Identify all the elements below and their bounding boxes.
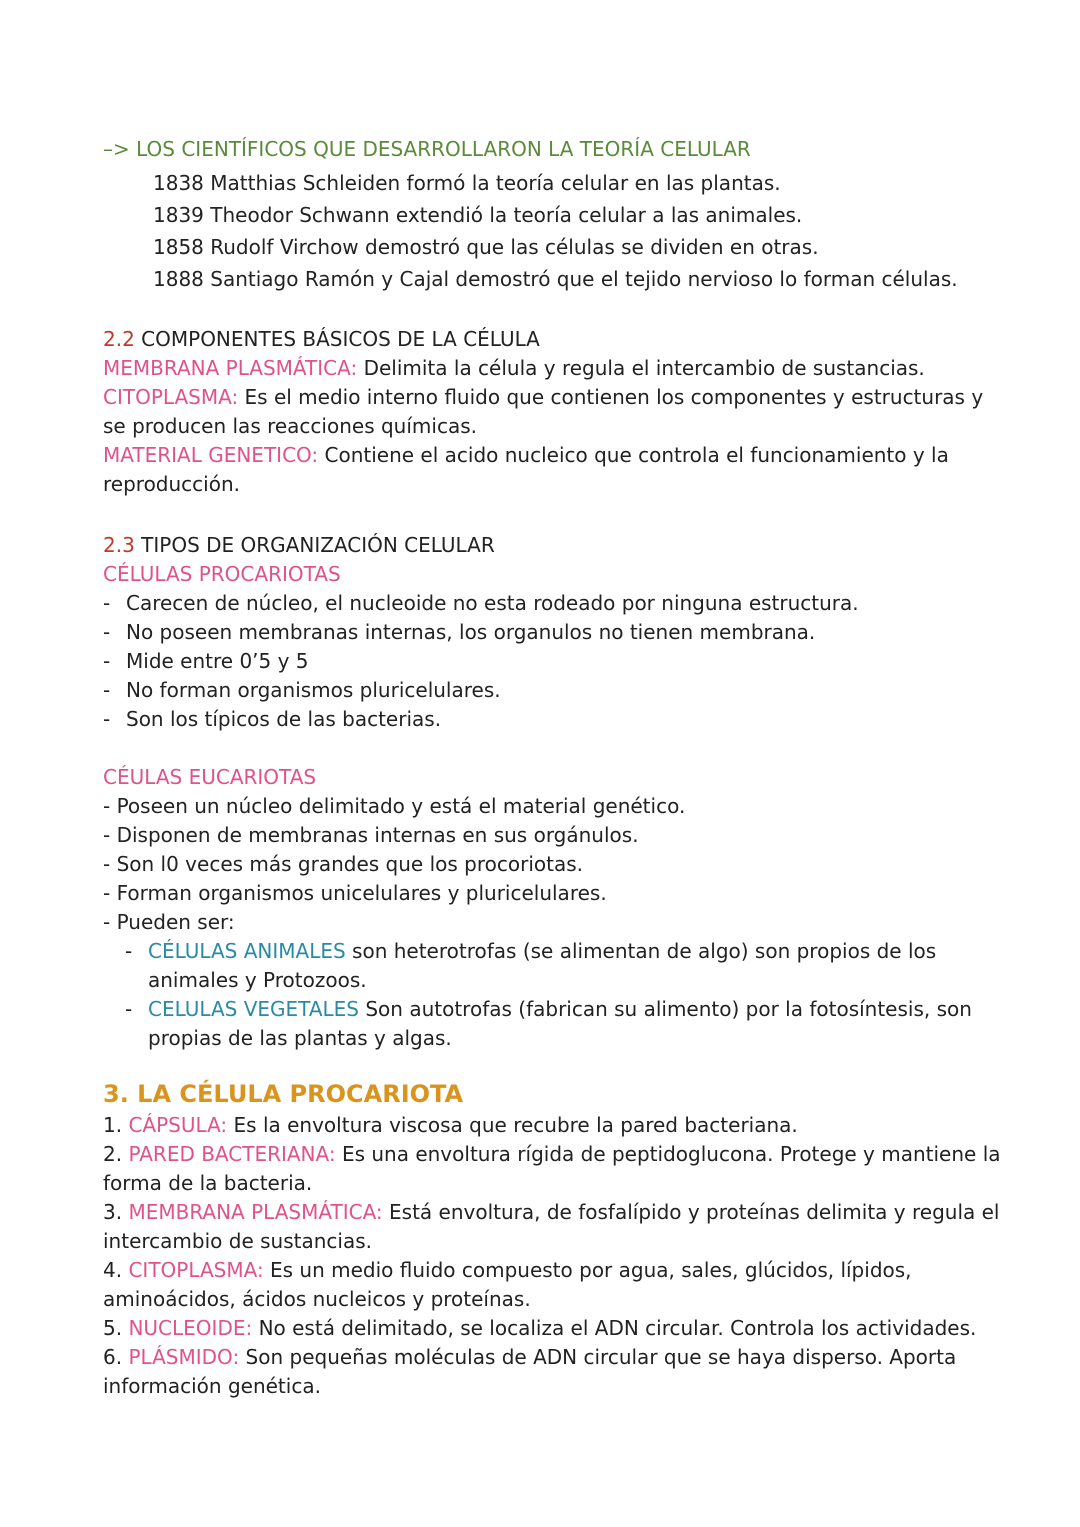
scientists-list	[103, 167, 1003, 295]
organization-heading	[103, 531, 1003, 560]
list-item	[103, 1314, 1003, 1343]
list-item	[103, 1111, 1003, 1140]
component-text: Delimita la célula y regula el intercambio de sustancias.	[357, 356, 925, 380]
organization-number: 2.3	[103, 533, 135, 557]
list-item: - Mide entre 0’5 y 5	[103, 647, 1003, 676]
cell-type-text: son heterotrofas (se alimentan de algo) son propios de los animales y Protozoos.	[148, 939, 937, 992]
item-text: Es la envoltura viscosa que recubre la pared bacteriana.	[227, 1113, 798, 1137]
item-term: CITOPLASMA:	[128, 1258, 264, 1282]
item-term: PARED BACTERIANA:	[128, 1142, 336, 1166]
cell-type-term: CÉLULAS ANIMALES	[148, 939, 346, 963]
cell-types-list	[103, 937, 1003, 1053]
list-item: - Forman organismos unicelulares y pluricelulares.	[103, 881, 607, 905]
components-number: 2.2	[103, 327, 135, 351]
list-item: - Disponen de membranas internas en sus orgánulos.	[103, 823, 639, 847]
component-term: MEMBRANA PLASMÁTICA:	[103, 356, 358, 380]
item-term: CÁPSULA:	[128, 1113, 228, 1137]
item-number: 3.	[103, 1200, 129, 1224]
cell-type-term: CELULAS VEGETALES	[148, 997, 359, 1021]
component-term: CITOPLASMA:	[103, 385, 239, 409]
list-item: - Poseen un núcleo delimitado y está el material genético.	[103, 794, 686, 818]
component-text: Es el medio interno fluido que contienen los componentes y estructuras y se producen las reacciones químicas.	[103, 385, 984, 438]
component-item	[103, 383, 1003, 441]
list-item	[103, 1198, 1003, 1256]
list-item	[103, 1256, 1003, 1314]
prokaryotes-list	[103, 589, 1003, 734]
list-item: - Carecen de núcleo, el nucleoide no esta rodeado por ninguna estructura.	[103, 589, 1003, 618]
list-item: - Son los típicos de las bacterias.	[103, 705, 1003, 734]
list-item: - Son l0 veces más grandes que los procoriotas.	[103, 852, 583, 876]
list-item: - Pueden ser:	[103, 910, 235, 934]
item-term: NUCLEOIDE:	[128, 1316, 253, 1340]
item-number: 5.	[103, 1316, 129, 1340]
item-term: MEMBRANA PLASMÁTICA:	[128, 1200, 383, 1224]
prokaryotic-cell-title: 3. LA CÉLULA PROCARIOTA	[103, 1080, 464, 1108]
item-number: 6.	[103, 1345, 129, 1369]
list-item	[103, 1140, 1003, 1198]
component-text: Contiene el acido nucleico que controla el funcionamiento y la reproducción.	[103, 443, 949, 496]
components-title: COMPONENTES BÁSICOS DE LA CÉLULA	[134, 327, 540, 351]
item-term: PLÁSMIDO:	[128, 1345, 240, 1369]
list-item	[125, 995, 1003, 1053]
item-number: 4.	[103, 1258, 129, 1282]
list-item	[103, 1343, 1003, 1401]
list-item: - No poseen membranas internas, los organulos no tienen membrana.	[103, 618, 1003, 647]
item-text: Es un medio fluido compuesto por agua, sales, glúcidos, lípidos, aminoácidos, ácidos nucleicos y proteínas.	[103, 1258, 912, 1311]
scientist-item: 1858 Rudolf Virchow demostró que las células se dividen en otras.	[153, 235, 819, 259]
components-heading	[103, 325, 1003, 354]
item-text: Es una envoltura rígida de peptidoglucona. Protege y mantiene la forma de la bacteria.	[103, 1142, 1001, 1195]
eukaryotes-heading: CÉULAS EUCARIOTAS	[103, 765, 317, 789]
document-page	[103, 135, 1003, 1401]
list-item: - No forman organismos pluricelulares.	[103, 676, 1003, 705]
item-text: Son pequeñas moléculas de ADN circular que se haya disperso. Aporta información genética.	[103, 1345, 957, 1398]
component-term: MATERIAL GENETICO:	[103, 443, 319, 467]
scientists-heading: –> LOS CIENTÍFICOS QUE DESARROLLARON LA TEORÍA CELULAR	[103, 137, 751, 161]
cell-type-text: Son autotrofas (fabrican su alimento) por la fotosíntesis, son propias de las plantas y algas.	[148, 997, 972, 1050]
organization-title: TIPOS DE ORGANIZACIÓN CELULAR	[134, 533, 495, 557]
item-text: Está envoltura, de fosfalípido y proteínas delimita y regula el intercambio de sustancias.	[103, 1200, 1000, 1253]
item-number: 2.	[103, 1142, 129, 1166]
prokaryotes-heading: CÉLULAS PROCARIOTAS	[103, 562, 341, 586]
scientist-item: 1839 Theodor Schwann extendió la teoría celular a las animales.	[153, 203, 803, 227]
list-item	[125, 937, 1003, 995]
scientist-item: 1838 Matthias Schleiden formó la teoría celular en las plantas.	[153, 171, 781, 195]
item-text: No está delimitado, se localiza el ADN circular. Controla los actividades.	[252, 1316, 977, 1340]
item-number: 1.	[103, 1113, 129, 1137]
component-item	[103, 354, 1003, 383]
component-item	[103, 441, 1003, 499]
scientist-item: 1888 Santiago Ramón y Cajal demostró que el tejido nervioso lo forman células.	[153, 267, 958, 291]
